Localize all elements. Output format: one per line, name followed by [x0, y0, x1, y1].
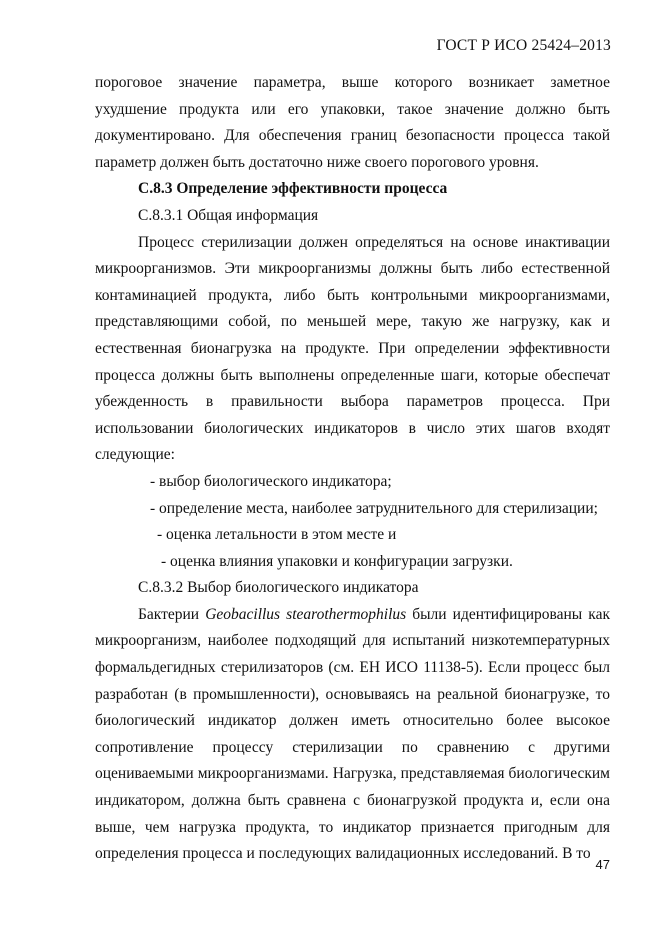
list-item: - выбор биологического индикатора;: [150, 472, 392, 490]
list-item: - оценка влияния упаковки и конфигурации загрузки.: [161, 552, 513, 570]
paragraph-general-info: Процесс стерилизации должен определяться на основе инактивации микроорганизмов. Эти микроорганизмы должны быть либо естественной контаминацией продукта, либо быть контрольными микроорганизмами, представляющими собой, по меньшей мере, такую же нагрузку, как и естественная бионагрузка на продукте. При определении эффективности процесса должны быть выполнены определенные шаги, которые обеспечат убежденность в правильности выбора параметров процесса. При использовании биологических индикаторов в число этих шагов входят следующие:: [95, 233, 610, 464]
document-body: [95, 70, 610, 868]
paragraph-bio-indicator: [95, 602, 610, 868]
page-number: 47: [595, 857, 610, 872]
paragraph-text-rest: были идентифицированы как микроорганизм, наиболее подходящий для испытаний низкотемпературных формальдегидных стерилизаторов (см. ЕН ИСО 11138-5). Если процесс был разработан (в промышленности), основываясь на реальной бионагрузке, то биологический индикатор должен иметь относительно более высокое сопротивление процессу стерилизации по сравнению с другими оцениваемыми микроорганизмами. Нагрузка, представляемая биологическим индикатором, должна быть сравнена с бионагрузкой продукта и, если она выше, чем нагрузка продукта, то индикатор признается пригодным для определения процесса и последующих валидационных исследований. В то: [95, 605, 610, 863]
subsection-heading-c831: С.8.3.1 Общая информация: [138, 206, 319, 224]
organism-name: Geobacillus stearothermophilus: [205, 605, 407, 623]
page-header-standard: ГОСТ Р ИСО 25424–2013: [436, 37, 611, 54]
subsection-heading-c832: С.8.3.2 Выбор биологического индикатора: [138, 579, 419, 597]
section-heading-c83: С.8.3 Определение эффективности процесса: [138, 180, 448, 198]
continuation-paragraph: пороговое значение параметра, выше которого возникает заметное ухудшение продукта или его упаковки, такое значение должно быть документировано. Для обеспечения границ безопасности процесса такой параметр должен быть достаточно ниже своего порогового уровня.: [95, 74, 610, 171]
list-item: - оценка летальности в этом месте и: [157, 526, 397, 544]
paragraph-text-start: Бактерии: [138, 605, 206, 623]
list-item: - определение места, наиболее затруднительного для стерилизации;: [150, 499, 598, 517]
